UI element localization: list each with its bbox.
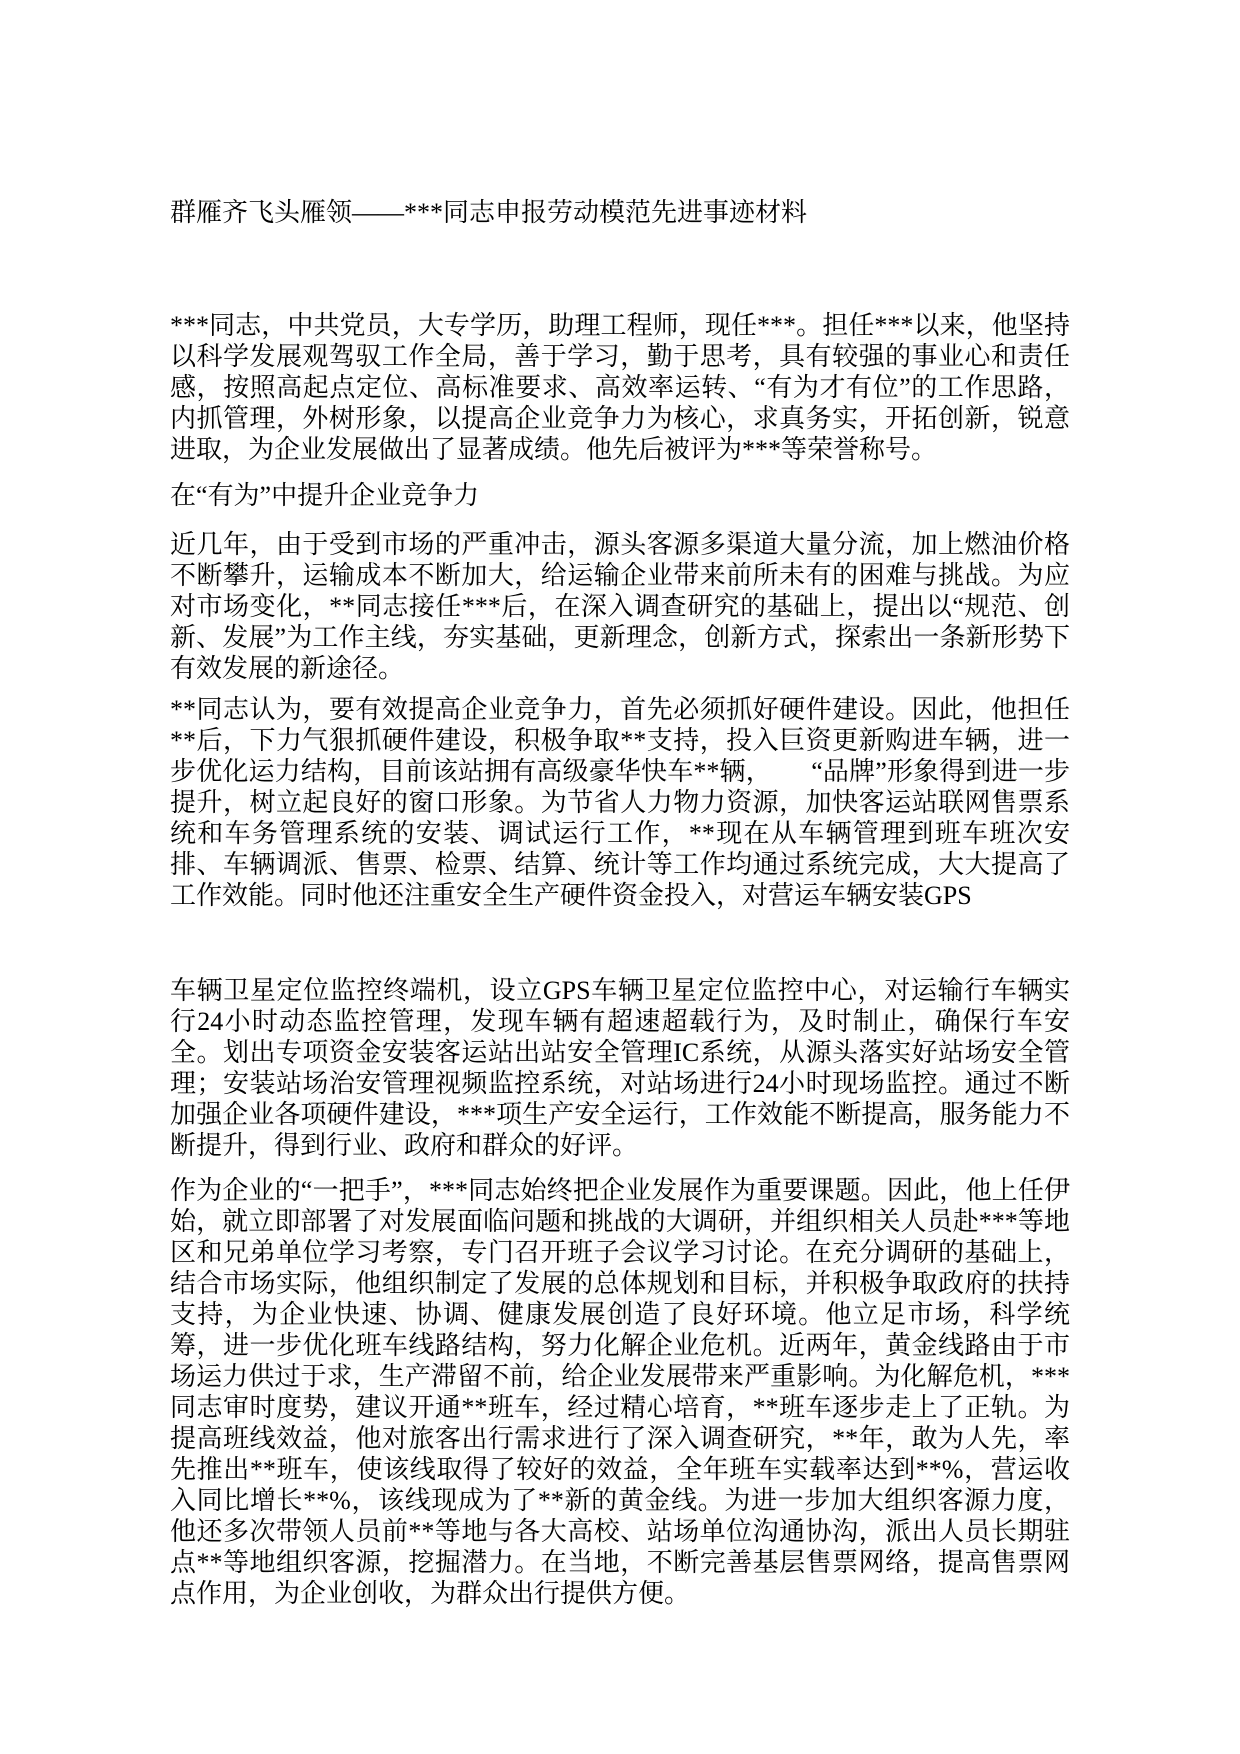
document-content <box>170 0 1070 1609</box>
section-heading: 在“有为”中提升企业竞争力 <box>170 481 480 510</box>
paragraph-intro: ***同志，中共党员，大专学历，助理工程师，现任***。担任***以来，他坚持以科学发展观驾驭工作全局，善于学习，勤于思考，具有较强的事业心和责任感，按照高起点定位、高标准要求、高效率运转、“有为才有位”的工作思路，内抓管理，外树形象，以提高企业竞争力为核心，求真务实，开拓创新，锐意进取，为企业发展做出了显著成绩。他先后被评为***等荣誉称号。 <box>170 311 1070 464</box>
paragraph-market-challenge: 近几年，由于受到市场的严重冲击，源头客源多渠道大量分流，加上燃油价格不断攀升，运输成本不断加大，给运输企业带来前所未有的困难与挑战。为应对市场变化，**同志接任***后，在深入调查研究的基础上，提出以“规范、创新、发展”为工作主线，夯实基础，更新理念，创新方式，探索出一条新形势下有效发展的新途径。 <box>170 530 1070 683</box>
paragraph-hardware-building: **同志认为，要有效提高企业竞争力，首先必须抓好硬件建设。因此，他担任**后，下力气狠抓硬件建设，积极争取**支持，投入巨资更新购进车辆，进一步优化运力结构，目前该站拥有高级豪华快车**辆， “品牌”形象得到进一步提升，树立起良好的窗口形象。为节省人力物力资源，加快客运站联网售票系统和车务管理系统的安装、调试运行工作，**现在从车辆管理到班车班次安排、车辆调派、售票、检票、结算、统计等工作均通过系统完成，大大提高了工作效能。同时他还注重安全生产硬件资金投入，对营运车辆安装GPS <box>170 695 1070 910</box>
paragraph-gps-monitoring: 车辆卫星定位监控终端机，设立GPS车辆卫星定位监控中心，对运输行车辆实行24小时动态监控管理，发现车辆有超速超载行为，及时制止，确保行车安全。划出专项资金安装客运站出站安全管理IC系统，从源头落实好站场安全管理；安装站场治安管理视频监控系统，对站场进行24小时现场监控。通过不断加强企业各项硬件建设，***项生产安全运行，工作效能不断提高，服务能力不断提升，得到行业、政府和群众的好评。 <box>170 976 1070 1160</box>
document-title: 群雁齐飞头雁领——***同志申报劳动模范先进事迹材料 <box>170 198 808 227</box>
paragraph-leadership: 作为企业的“一把手”，***同志始终把企业发展作为重要课题。因此，他上任伊始，就立即部署了对发展面临问题和挑战的大调研，并组织相关人员赴***等地区和兄弟单位学习考察，专门召开班子会议学习讨论。在充分调研的基础上，结合市场实际，他组织制定了发展的总体规划和目标，并积极争取政府的扶持支持，为企业快速、协调、健康发展创造了良好环境。他立足市场，科学统筹，进一步优化班车线路结构，努力化解企业危机。近两年，黄金线路由于市场运力供过于求，生产滞留不前，给企业发展带来严重影响。为化解危机，***同志审时度势，建议开通**班车，经过精心培育，**班车逐步走上了正轨。为提高班线效益，他对旅客出行需求进行了深入调查研究，**年，敢为人先，率先推出**班车，使该线取得了较好的效益，全年班车实载率达到**%，营运收入同比增长**%，该线现成为了**新的黄金线。为进一步加大组织客源力度，他还多次带领人员前**等地与各大高校、站场单位沟通协沟，派出人员长期驻点**等地组织客源，挖掘潜力。在当地，不断完善基层售票网络，提高售票网点作用，为企业创收，为群众出行提供方便。 <box>170 1176 1070 1608</box>
